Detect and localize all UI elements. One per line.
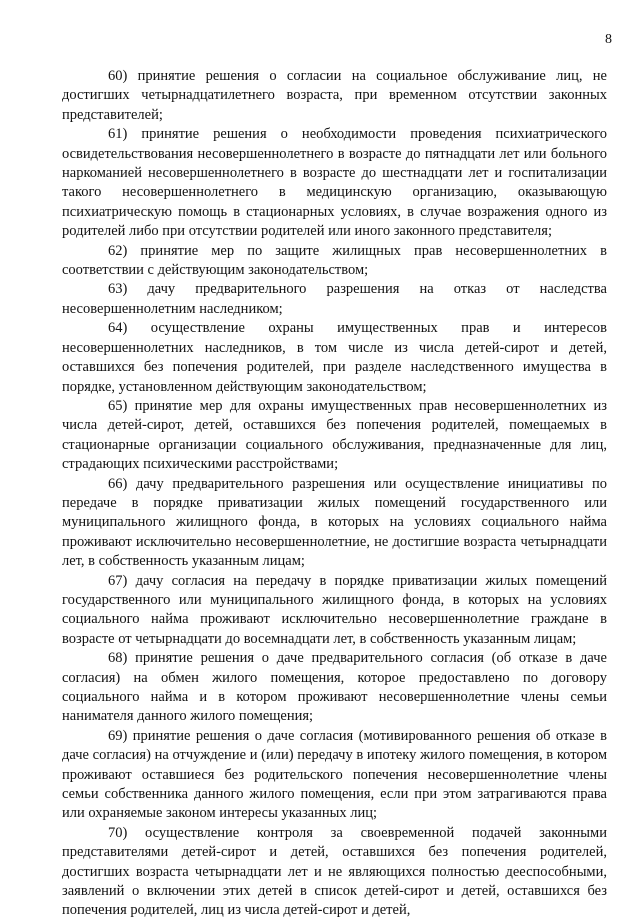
list-item-64: 64) осуществление охраны имущественных прав и интересов несовершеннолетних наследников, в том числе из числа детей-сирот и детей, оставшихся без попечения родителей, при разделе наследственного имущества в порядке, установленном действующим законодательством; [62, 320, 607, 395]
list-item-60: 60) принятие решения о согласии на социальное обслуживание лиц, не достигших четырнадцатилетнего возраста, при временном отсутствии законных представителей; [62, 68, 607, 123]
page-number: 8 [605, 32, 612, 47]
list-item-63: 63) дачу предварительного разрешения на отказ от наследства несовершеннолетним наследником; [62, 281, 607, 317]
list-item-62: 62) принятие мер по защите жилищных прав несовершеннолетних в соответствии с действующим законодательством; [62, 242, 607, 279]
list-item-65: 65) принятие мер для охраны имущественных прав несовершеннолетних из числа детей-сирот, детей, оставшихся без попечения родителей, помещаемых в стационарные организации социального обслуживания, предназначенные для лиц, страдающих психическими расстройствами; [62, 397, 607, 473]
document-body [62, 67, 607, 921]
list-item-67: 67) дачу согласия на передачу в порядке приватизации жилых помещений государственного или муниципального жилищного фонда, в которых на условиях социального найма проживают исключительно несовершеннолетние граждане в возрасте от четырнадцати до восемнадцати лет, в собственность указанным лицам; [62, 572, 607, 647]
list-item-70: 70) осуществление контроля за своевременной подачей законными представителями детей-сирот и детей, оставшихся без попечения родителей, достигших возраста четырнадцати лет и не являющихся полностью дееспособными, заявлений о включении этих детей в список детей-сирот и детей, оставшихся без попечения родителей, лиц из числа детей-сирот и детей, [62, 824, 607, 919]
list-item-66: 66) дачу предварительного разрешения или осуществление инициативы по передаче в порядке приватизации жилых помещений государственного или муниципального жилищного фонда, в которых на условиях социального найма проживают исключительно несовершеннолетние, не достигшие возраста четырнадцати лет, в собственность указанным лицам; [62, 475, 607, 570]
list-item-61: 61) принятие решения о необходимости проведения психиатрического освидетельствования несовершеннолетнего в возрасте до пятнадцати лет или больного наркоманией несовершеннолетнего в возрасте до шестнадцати лет и госпитализации такого несовершеннолетнего в медицинскую организацию, оказывающую психиатрическую помощь в стационарных условиях, в случае возражения одного из родителей либо при отсутствии родителей или иного законного представителя; [62, 126, 607, 240]
list-item-68: 68) принятие решения о даче предварительного согласия (об отказе в даче согласия) на обмен жилого помещения, которое предоставлено по договору социального найма и в котором проживают несовершеннолетние члены семьи нанимателя данного жилого помещения; [62, 650, 607, 725]
list-item-69: 69) принятие решения о даче согласия (мотивированного решения об отказе в даче согласия) на отчуждение и (или) передачу в ипотеку жилого помещения, в котором проживают оставшиеся без родительского попечения несовершеннолетние члены семьи собственника данного жилого помещения, если при этом затрагиваются права или охраняемые законом интересы указанных лиц; [62, 727, 607, 822]
